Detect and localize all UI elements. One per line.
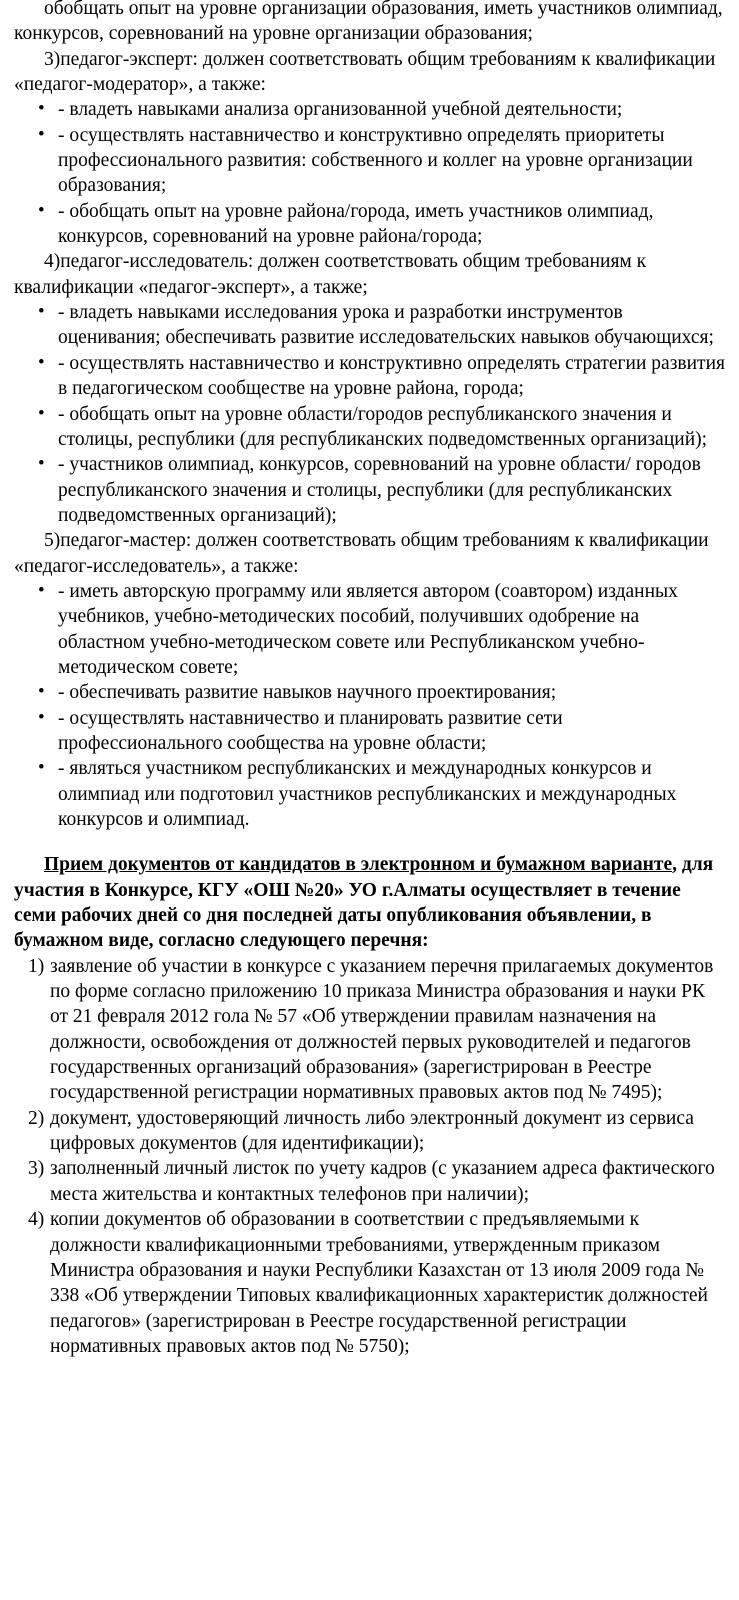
list-item: • - обеспечивать развитие навыков научного проектирования; (14, 680, 725, 705)
list-item (14, 1207, 725, 1359)
list-item-text: копии документов об образовании в соответствии с предъявляемыми к должности квалификационными требованиями, утвержденным приказом Министра образования и науки Республики Казахстан от 13 июля 2009 года № 338 «Об утверждении Типовых квалификационных характеристик должностей педагогов» (зарегистрирован в Реестре государственной регистрации нормативных правовых актов под № 5750); (50, 1209, 708, 1357)
list-item: • - участников олимпиад, конкурсов, соревнований на уровне области/ городов республиканского значения и столицы, республики (для республиканских подведомственных организаций); (14, 452, 725, 528)
section-lead-pedagog-master: 5)педагог-мастер: должен соответствовать общим требованиям к квалификации «педагог-исследователь», а также: (14, 530, 709, 577)
list-item (14, 1156, 725, 1207)
list-item-number: 4) (28, 1209, 45, 1231)
list-item-text: заполненный личный листок по учету кадров (с указанием адреса фактического места жительства и контактных телефонов при наличии); (50, 1158, 715, 1205)
list-item: • - обобщать опыт на уровне области/городов республиканского значения и столицы, республики (для республиканских подведомственных организаций); (14, 402, 725, 453)
list-item-number: 1) (28, 955, 45, 977)
document-body (14, 0, 725, 1359)
list-item: • - обобщать опыт на уровне района/города, иметь участников олимпиад, конкурсов, соревнований на уровне района/города; (14, 199, 725, 250)
list-item (14, 954, 725, 1106)
list-item-number: 3) (28, 1158, 45, 1180)
bullet-list-pedagog-master (14, 579, 725, 832)
bullet-list-pedagog-expert (14, 97, 725, 249)
documents-list (14, 954, 725, 1360)
section-lead-pedagog-expert: 3)педагог-эксперт: должен соответствовать общим требованиям к квалификации «педагог-модератор», а также: (14, 48, 716, 96)
section-lead-pedagog-issledovatel: 4)педагог-исследователь: должен соответствовать общим требованиям к квалификации «педагог-эксперт», а также; (14, 251, 647, 298)
list-item: • - осуществлять наставничество и конструктивно определять приоритеты профессионального развития: собственного и коллег на уровне организации образования; (14, 123, 725, 199)
list-item: • - иметь авторскую программу или является автором (соавтором) изданных учебников, учебно-методических пособий, получивших одобрение на областном учебно-методическом совете или Республиканском учебно- методическом совете; (14, 579, 725, 680)
list-item: • - владеть навыками исследования урока и разработки инструментов оценивания; обеспечивать развитие исследовательских навыков обучающихся; (14, 300, 725, 351)
list-item: • - осуществлять наставничество и конструктивно определять стратегии развития в педагогическом сообществе на уровне района, города; (14, 351, 725, 402)
list-item-number: 2) (28, 1107, 45, 1129)
bullet-list-pedagog-issledovatel (14, 300, 725, 528)
clipped-top-paragraph: обобщать опыт на уровне организации образования, иметь участников олимпиад, конкурсов, соревнований на уровне организации образования; (14, 0, 723, 45)
acceptance-paragraph (14, 852, 725, 953)
list-item-text: заявление об участии в конкурсе с указанием перечня прилагаемых документов по форме согласно приложению 10 приказа Министра образования и науки РК от 21 февраля 2012 гола № 57 «Об утверждении правилам назначения на должности, освобождения от должностей первых руководителей и педагогов государственных организаций образования» (зарегистрирован в Реестре государственной регистрации нормативных правовых актов под № 7495); (50, 955, 714, 1104)
acceptance-underlined-text: Прием документов от кандидатов в электронном и бумажном варианте (44, 854, 673, 876)
list-item: • - владеть навыками анализа организованной учебной деятельности; (14, 97, 725, 122)
list-item (14, 1106, 725, 1157)
list-item: • - осуществлять наставничество и планировать развитие сети профессионального сообщества на уровне области; (14, 706, 725, 757)
paragraph-spacer (14, 832, 725, 852)
acceptance-rest-text: , для участия в Конкурсе, КГУ «ОШ №20» УО г.Алматы осуществляет в течение семи рабочих дней со дня последней даты опубликования объявлении, в бумажном виде, согласно следующего перечня: (14, 854, 714, 952)
list-item-text: документ, удостоверяющий личность либо электронный документ из сервиса цифровых документов (для идентификации); (50, 1107, 694, 1155)
list-item: • - являться участником республиканских и международных конкурсов и олимпиад или подготовил участников республиканских и международных конкурсов и олимпиад. (14, 756, 725, 832)
